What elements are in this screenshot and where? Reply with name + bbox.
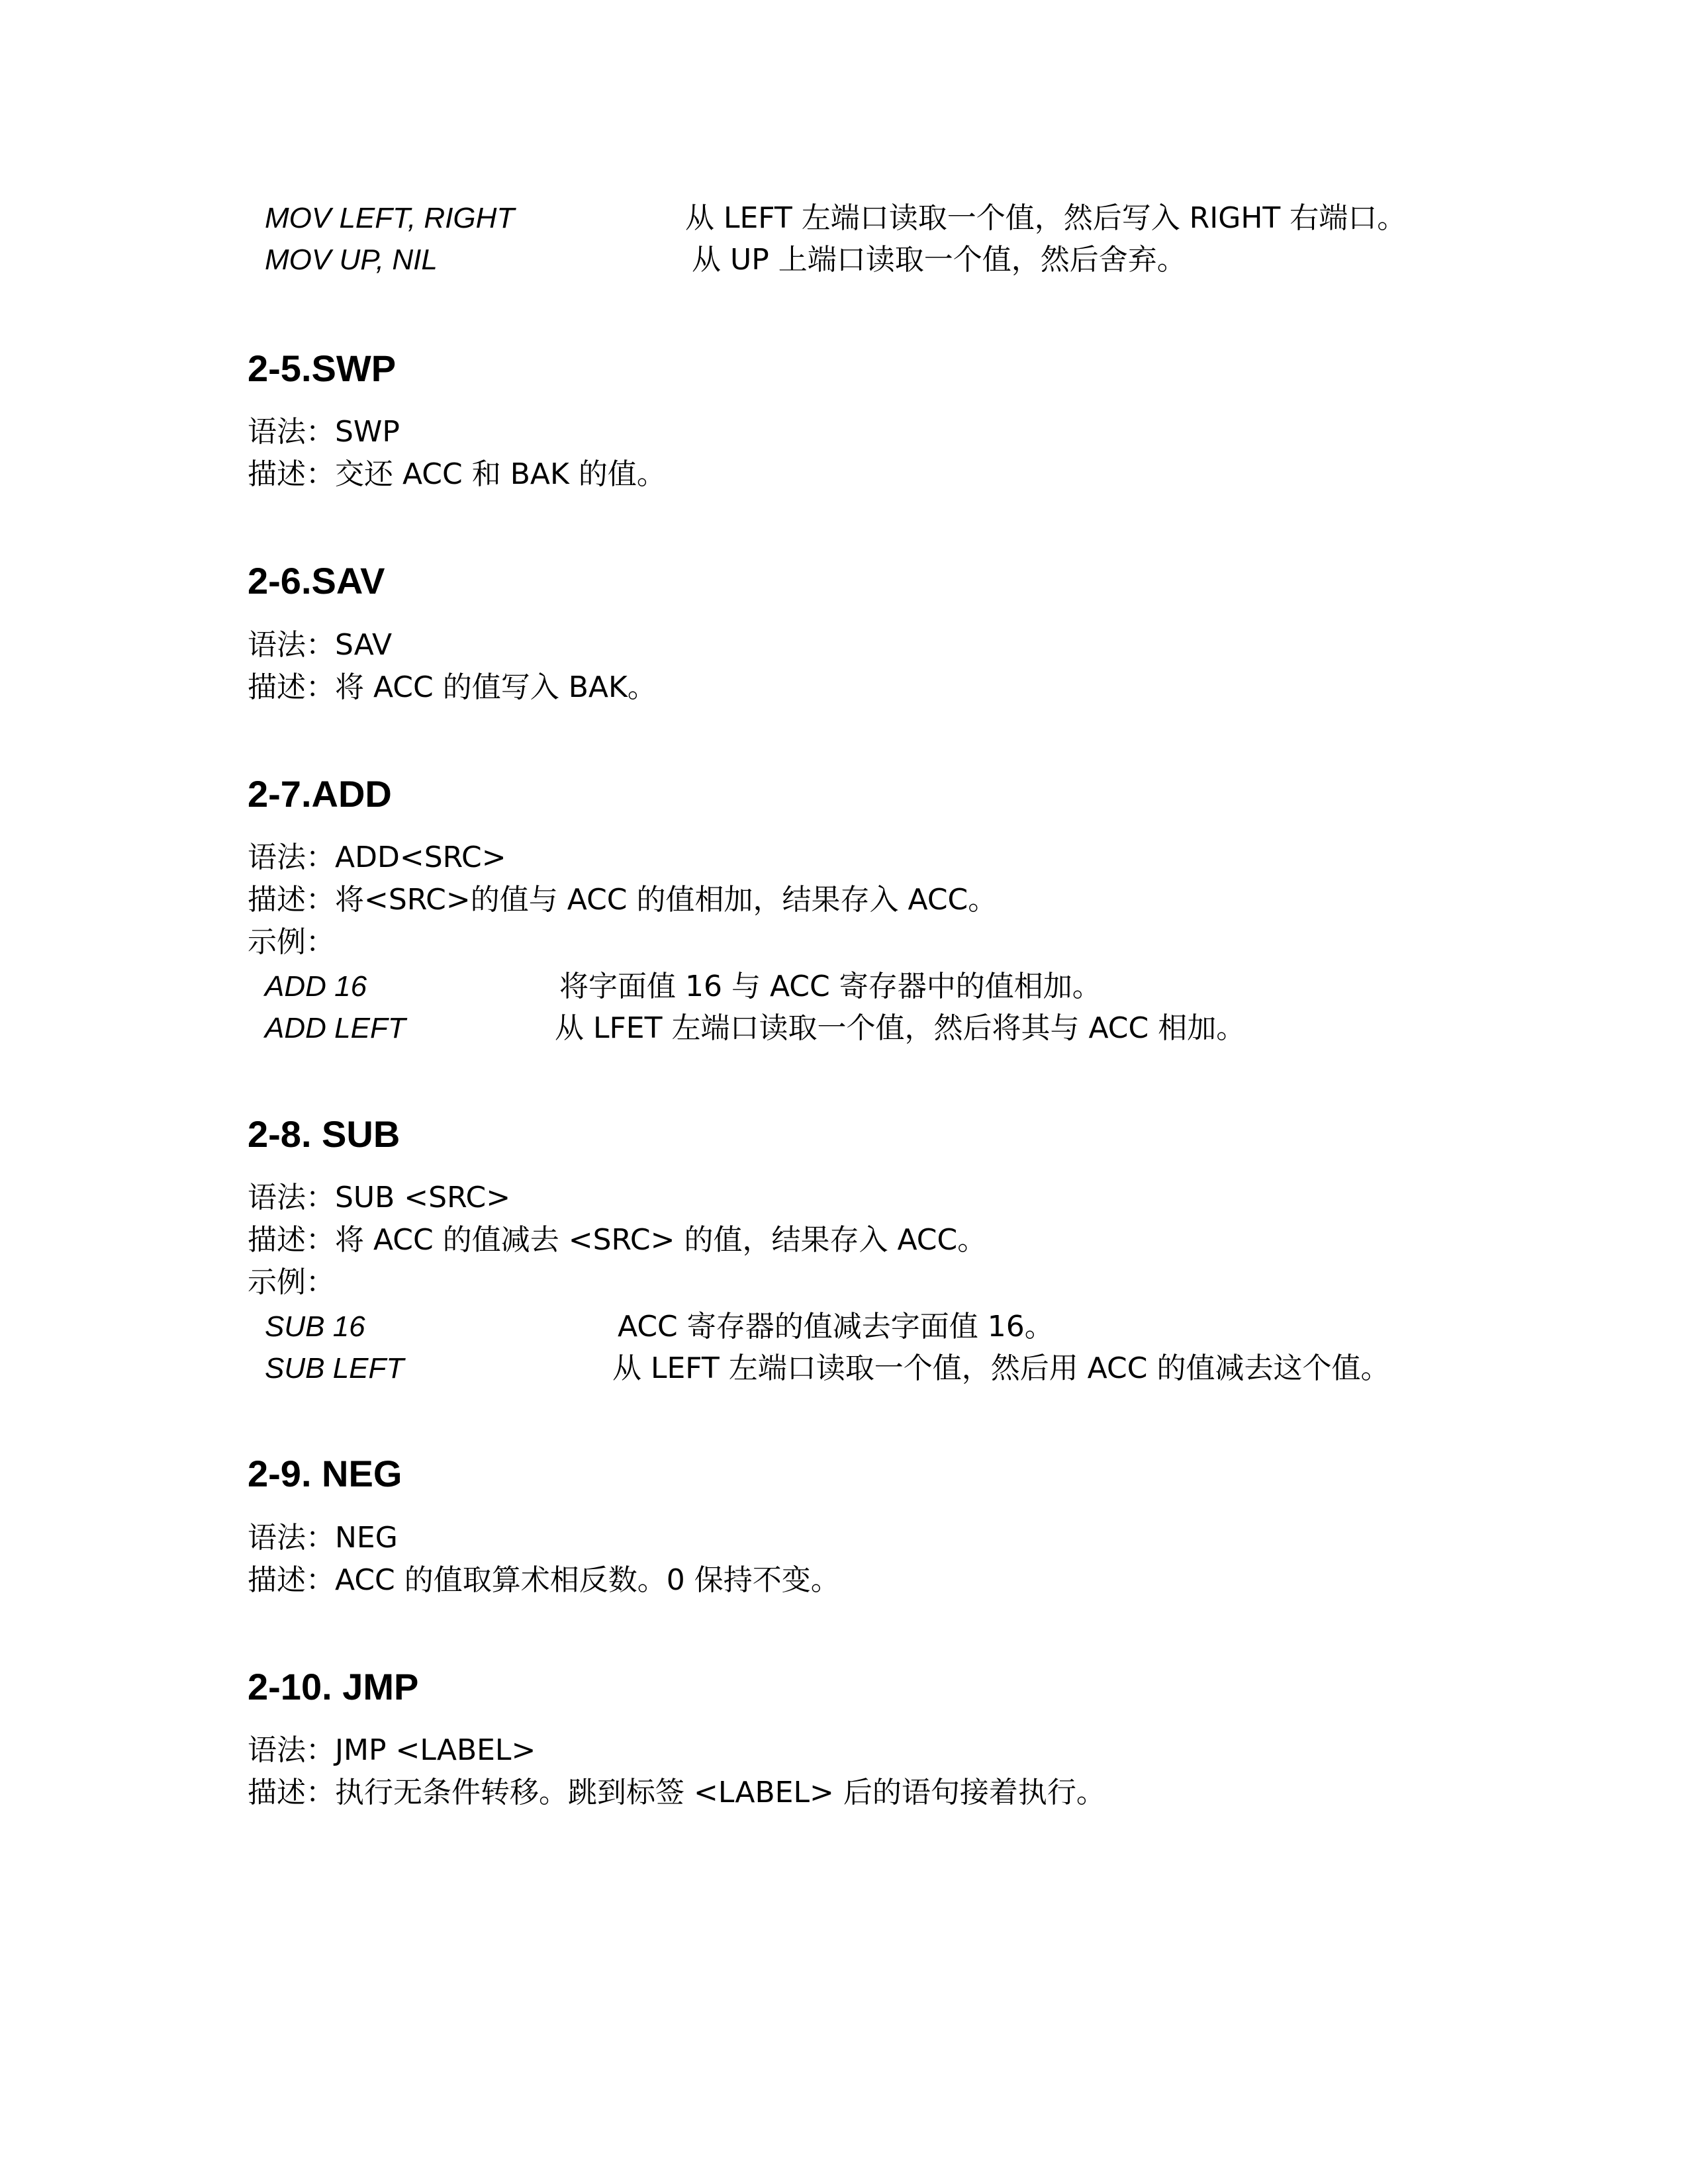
- example-description: 从 LEFT 左端口读取一个值，然后写入 RIGHT 右端口。: [685, 201, 1407, 235]
- sub-description-line: [248, 1218, 986, 1262]
- section-heading-sav: 2-6.SAV: [248, 560, 385, 602]
- syntax-label: 语法：: [248, 1181, 335, 1214]
- syntax-value: SUB <SRC>: [335, 1181, 511, 1214]
- syntax-value: SAV: [335, 628, 393, 662]
- description-label: 描述：: [248, 457, 335, 491]
- example-code: MOV UP, NIL: [265, 244, 438, 276]
- description-label: 描述：: [248, 1223, 335, 1257]
- add-examples-label: 示例：: [248, 925, 335, 959]
- description-label: 描述：: [248, 1563, 335, 1597]
- example-description: 将字面值 16 与 ACC 寄存器中的值相加。: [559, 970, 1102, 1003]
- description-value: 将 ACC 的值减去 <SRC> 的值，结果存入 ACC。: [335, 1223, 987, 1257]
- section-heading-sub: 2-8. SUB: [248, 1113, 400, 1155]
- syntax-label: 语法：: [248, 415, 335, 449]
- syntax-value: ADD<SRC>: [335, 841, 506, 874]
- syntax-label: 语法：: [248, 841, 335, 874]
- syntax-label: 语法：: [248, 1521, 335, 1555]
- description-value: 将 ACC 的值写入 BAK。: [335, 670, 657, 704]
- example-description: 从 LEFT 左端口读取一个值，然后用 ACC 的值减去这个值。: [612, 1351, 1390, 1385]
- sub-syntax-line: [248, 1176, 510, 1220]
- syntax-value: SWP: [335, 415, 400, 449]
- add-description-line: [248, 878, 997, 922]
- description-label: 描述：: [248, 883, 335, 917]
- add-syntax-line: [248, 836, 506, 880]
- example-code: ADD 16: [265, 970, 367, 1003]
- example-code: MOV LEFT, RIGHT: [265, 202, 515, 234]
- example-description: 从 UP 上端口读取一个值，然后舍弃。: [692, 243, 1186, 277]
- section-heading-neg: 2-9. NEG: [248, 1453, 402, 1494]
- example-code: ADD LEFT: [265, 1012, 406, 1044]
- section-heading-jmp: 2-10. JMP: [248, 1666, 419, 1707]
- sav-syntax-line: [248, 623, 392, 667]
- example-description: 从 LFET 左端口读取一个值，然后将其与 ACC 相加。: [555, 1011, 1246, 1045]
- sav-description-line: [248, 666, 657, 709]
- description-value: 将<SRC>的值与 ACC 的值相加，结果存入 ACC。: [335, 883, 998, 917]
- swp-description-line: [248, 453, 666, 496]
- section-heading-swp: 2-5.SWP: [248, 347, 397, 389]
- syntax-value: NEG: [335, 1521, 398, 1555]
- example-code: SUB LEFT: [265, 1352, 404, 1385]
- neg-description-line: [248, 1559, 840, 1602]
- description-value: 执行无条件转移。跳到标签 <LABEL> 后的语句接着执行。: [335, 1776, 1105, 1809]
- description-value: ACC 的值取算术相反数。0 保持不变。: [335, 1563, 840, 1597]
- sub-examples-label: 示例：: [248, 1265, 335, 1299]
- example-description: ACC 寄存器的值减去字面值 16。: [618, 1310, 1054, 1343]
- description-value: 交还 ACC 和 BAK 的值。: [335, 457, 666, 491]
- syntax-value: JMP <LABEL>: [335, 1733, 536, 1767]
- example-code: SUB 16: [265, 1310, 365, 1343]
- description-label: 描述：: [248, 1776, 335, 1809]
- swp-syntax-line: [248, 410, 400, 454]
- neg-syntax-line: [248, 1516, 398, 1560]
- jmp-description-line: [248, 1771, 1105, 1815]
- section-heading-add: 2-7.ADD: [248, 773, 392, 815]
- description-label: 描述：: [248, 670, 335, 704]
- jmp-syntax-line: [248, 1729, 536, 1772]
- syntax-label: 语法：: [248, 1733, 335, 1767]
- syntax-label: 语法：: [248, 628, 335, 662]
